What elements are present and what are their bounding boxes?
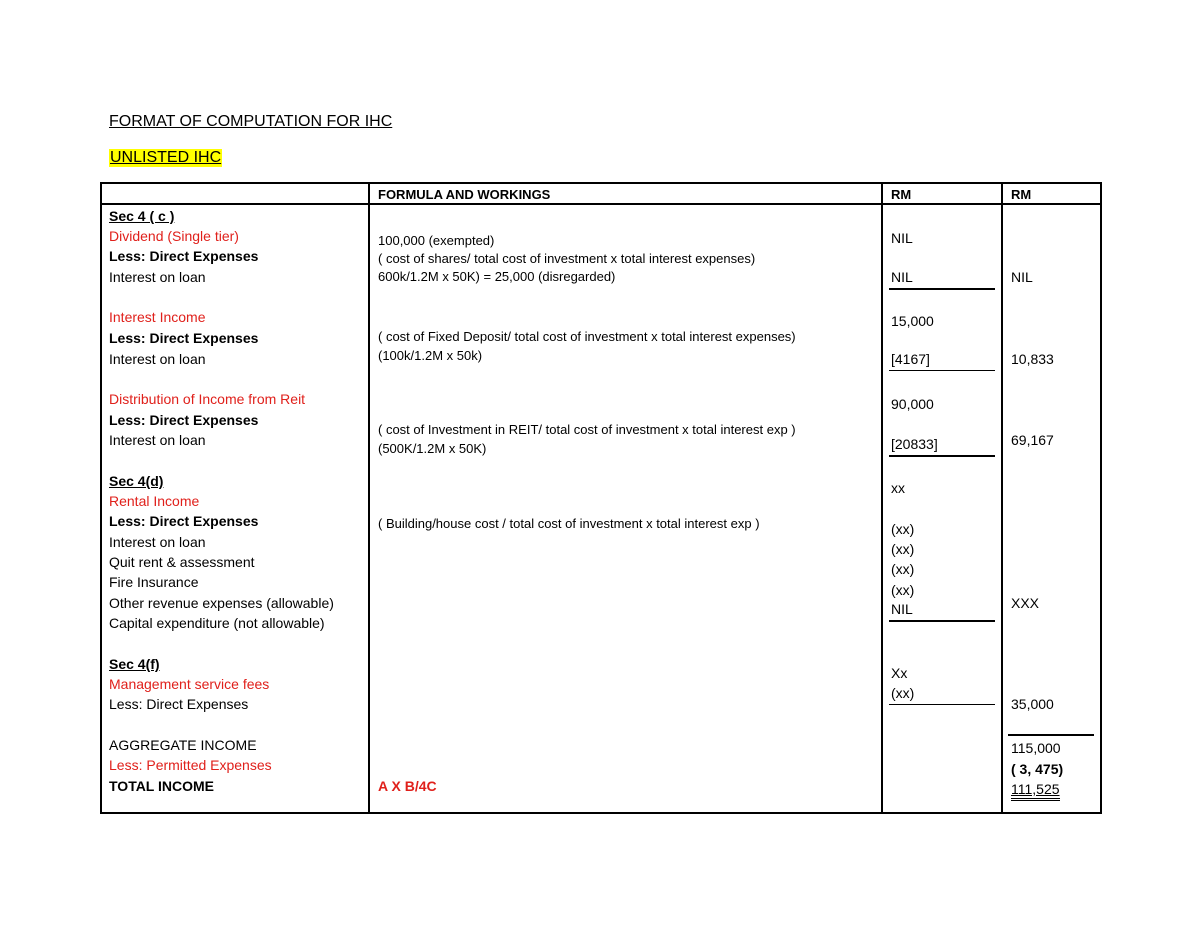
column-divider-3 xyxy=(1001,184,1003,812)
permitted-expenses-value: ( 3, 475) xyxy=(1011,761,1064,777)
management-fees-label: Management service fees xyxy=(109,676,270,692)
total-income-label: TOTAL INCOME xyxy=(109,778,214,794)
sec4f-subtotal-rule xyxy=(889,704,995,705)
sec4c-rm2-value: NIL xyxy=(1011,269,1033,285)
sec4d-loan-label: Interest on loan xyxy=(109,534,206,550)
sec4c-formula-3: 600k/1.2M x 50K) = 25,000 (disregarded) xyxy=(378,269,616,284)
header-rm-1: RM xyxy=(891,187,912,202)
sec4c-rm1-dividend: NIL xyxy=(891,230,913,246)
fire-insurance-label: Fire Insurance xyxy=(109,574,199,590)
sec4c-interest-label: Interest on loan xyxy=(109,269,206,285)
column-divider-1 xyxy=(368,184,370,812)
quit-rent-label: Quit rent & assessment xyxy=(109,554,255,570)
interest-income-formula-1: ( cost of Fixed Deposit/ total cost of investment x total interest expenses) xyxy=(378,329,796,344)
permitted-expenses-label: Less: Permitted Expenses xyxy=(109,757,272,773)
sec4c-formula-1: 100,000 (exempted) xyxy=(378,233,495,248)
interest-income-subtotal-rule xyxy=(889,370,995,371)
interest-income-loan-label: Interest on loan xyxy=(109,351,206,367)
column-divider-2 xyxy=(881,184,883,812)
header-rm-2: RM xyxy=(1011,187,1032,202)
reit-rm2-value: 69,167 xyxy=(1011,432,1054,448)
reit-loan-label: Interest on loan xyxy=(109,432,206,448)
total-income-value: 111,525 xyxy=(1011,781,1060,801)
sec4d-rm2-value: XXX xyxy=(1011,595,1040,611)
sec4d-rm1-capital: NIL xyxy=(891,601,913,617)
sec4d-rm1-rental: xx xyxy=(891,480,905,496)
aggregate-rule xyxy=(1008,734,1094,736)
interest-income-rm1-expense: [4167] xyxy=(891,351,930,367)
sec4d-subtotal-rule xyxy=(889,620,995,622)
total-income-formula: A X B/4C xyxy=(378,778,437,794)
reit-label: Distribution of Income from Reit xyxy=(109,391,306,407)
interest-income-rm2-value: 10,833 xyxy=(1011,351,1054,367)
other-revenue-label: Other revenue expenses (allowable) xyxy=(109,595,334,611)
header-formula: FORMULA AND WORKINGS xyxy=(378,187,551,202)
reit-formula-1: ( cost of Investment in REIT/ total cost of investment x total interest exp ) xyxy=(378,422,796,437)
sec4c-subtotal-rule xyxy=(889,288,995,290)
reit-subtotal-rule xyxy=(889,455,995,457)
interest-income-less-label: Less: Direct Expenses xyxy=(109,330,259,346)
sec4d-rm1-other: (xx) xyxy=(891,582,915,598)
sec4f-less-label: Less: Direct Expenses xyxy=(109,696,249,712)
sec4c-formula-2: ( cost of shares/ total cost of investment x total interest expenses) xyxy=(378,251,756,266)
sec4d-rm1-quit-rent: (xx) xyxy=(891,541,915,557)
header-divider xyxy=(102,203,1100,205)
sec4c-heading: Sec 4 ( c ) xyxy=(109,208,175,224)
interest-income-label: Interest Income xyxy=(109,309,206,325)
dividend-label: Dividend (Single tier) xyxy=(109,228,239,244)
document-subtitle: UNLISTED IHC xyxy=(110,149,222,166)
reit-rm1-income: 90,000 xyxy=(891,396,934,412)
reit-rm1-expense: [20833] xyxy=(891,436,938,452)
interest-income-formula-2: (100k/1.2M x 50k) xyxy=(378,348,483,363)
aggregate-income-value: 115,000 xyxy=(1011,740,1061,756)
sec4c-less-label: Less: Direct Expenses xyxy=(109,248,259,264)
reit-less-label: Less: Direct Expenses xyxy=(109,412,259,428)
sec4f-rm1-fees: Xx xyxy=(891,665,908,681)
sec4d-rm1-loan: (xx) xyxy=(891,521,915,537)
sec4c-rm1-interest: NIL xyxy=(891,269,913,285)
sec4f-rm2-value: 35,000 xyxy=(1011,696,1054,712)
capital-expenditure-label: Capital expenditure (not allowable) xyxy=(109,615,325,631)
rental-income-label: Rental Income xyxy=(109,493,200,509)
sec4d-less-label: Less: Direct Expenses xyxy=(109,513,259,529)
computation-table xyxy=(100,182,1102,814)
sec4f-rm1-expenses: (xx) xyxy=(891,685,915,701)
interest-income-rm1-income: 15,000 xyxy=(891,313,934,329)
sec4d-rm1-fire: (xx) xyxy=(891,561,915,577)
sec4d-formula-1: ( Building/house cost / total cost of investment x total interest exp ) xyxy=(378,516,760,531)
document-title: FORMAT OF COMPUTATION FOR IHC xyxy=(109,113,393,130)
reit-formula-2: (500K/1.2M x 50K) xyxy=(378,441,487,456)
sec4d-heading: Sec 4(d) xyxy=(109,473,164,489)
sec4f-heading: Sec 4(f) xyxy=(109,656,160,672)
aggregate-income-label: AGGREGATE INCOME xyxy=(109,737,257,753)
